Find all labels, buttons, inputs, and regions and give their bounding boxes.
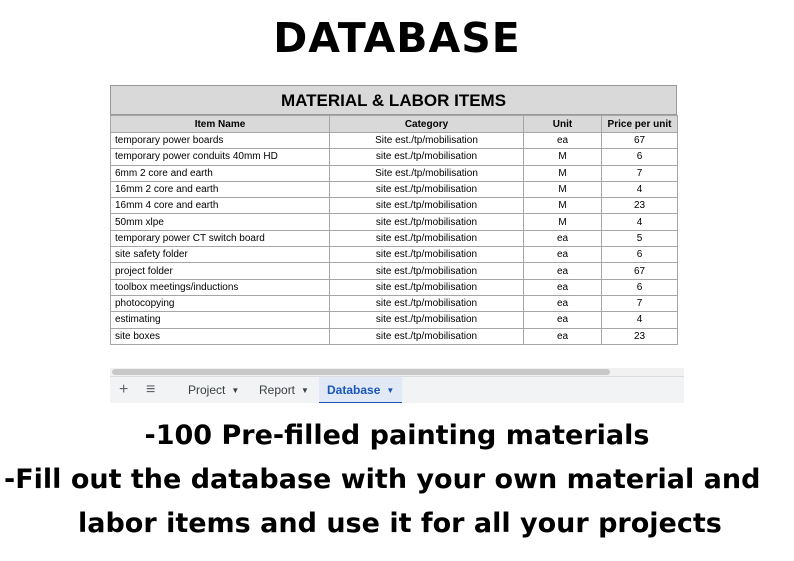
- table-row: [111, 230, 678, 246]
- column-header-category[interactable]: Category: [330, 116, 524, 133]
- category-cell[interactable]: site est./tp/mobilisation: [330, 279, 524, 295]
- table-row: [111, 198, 678, 214]
- item-name-cell[interactable]: site boxes: [111, 328, 330, 344]
- price-cell[interactable]: 23: [602, 328, 678, 344]
- horizontal-scrollbar[interactable]: [110, 368, 684, 376]
- item-name-cell[interactable]: 50mm xlpe: [111, 214, 330, 230]
- unit-cell[interactable]: M: [524, 165, 602, 181]
- price-cell[interactable]: 6: [602, 149, 678, 165]
- category-cell[interactable]: site est./tp/mobilisation: [330, 247, 524, 263]
- column-header-price[interactable]: Price per unit: [602, 116, 678, 133]
- item-name-cell[interactable]: estimating: [111, 312, 330, 328]
- price-cell[interactable]: 4: [602, 312, 678, 328]
- category-cell[interactable]: site est./tp/mobilisation: [330, 328, 524, 344]
- add-sheet-icon[interactable]: +: [119, 381, 129, 398]
- category-cell[interactable]: site est./tp/mobilisation: [330, 312, 524, 328]
- price-cell[interactable]: 6: [602, 279, 678, 295]
- item-name-cell[interactable]: project folder: [111, 263, 330, 279]
- price-cell[interactable]: 4: [602, 214, 678, 230]
- column-header-item-name[interactable]: Item Name: [111, 116, 330, 133]
- table-row: [111, 149, 678, 165]
- tab-database-label: Database: [327, 383, 381, 397]
- category-cell[interactable]: site est./tp/mobilisation: [330, 149, 524, 165]
- price-cell[interactable]: 6: [602, 247, 678, 263]
- price-cell[interactable]: 7: [602, 295, 678, 311]
- price-cell[interactable]: 67: [602, 263, 678, 279]
- all-sheets-menu-icon[interactable]: ≡: [146, 381, 156, 398]
- unit-cell[interactable]: ea: [524, 312, 602, 328]
- unit-cell[interactable]: M: [524, 181, 602, 197]
- table-row: [111, 165, 678, 181]
- table-row: [111, 133, 678, 149]
- category-cell[interactable]: site est./tp/mobilisation: [330, 181, 524, 197]
- category-cell[interactable]: site est./tp/mobilisation: [330, 295, 524, 311]
- chevron-down-icon: ▼: [386, 386, 395, 396]
- item-name-cell[interactable]: toolbox meetings/inductions: [111, 279, 330, 295]
- price-cell[interactable]: 7: [602, 165, 678, 181]
- category-cell[interactable]: site est./tp/mobilisation: [330, 263, 524, 279]
- category-cell[interactable]: site est./tp/mobilisation: [330, 198, 524, 214]
- scrollbar-thumb[interactable]: [112, 369, 610, 375]
- sheet-title: MATERIAL & LABOR ITEMS: [110, 85, 677, 115]
- item-name-cell[interactable]: temporary power conduits 40mm HD: [111, 149, 330, 165]
- price-cell[interactable]: 4: [602, 181, 678, 197]
- table-row: [111, 279, 678, 295]
- unit-cell[interactable]: ea: [524, 247, 602, 263]
- category-cell[interactable]: Site est./tp/mobilisation: [330, 165, 524, 181]
- unit-cell[interactable]: ea: [524, 295, 602, 311]
- tab-database[interactable]: [319, 377, 402, 403]
- spreadsheet: [110, 85, 684, 403]
- price-cell[interactable]: 23: [602, 198, 678, 214]
- unit-cell[interactable]: ea: [524, 279, 602, 295]
- table-row: [111, 295, 678, 311]
- chevron-down-icon: ▼: [231, 386, 240, 396]
- item-name-cell[interactable]: 6mm 2 core and earth: [111, 165, 330, 181]
- item-name-cell[interactable]: temporary power boards: [111, 133, 330, 149]
- caption-line-3: labor items and use it for all your projects: [78, 508, 722, 539]
- unit-cell[interactable]: M: [524, 214, 602, 230]
- unit-cell[interactable]: ea: [524, 133, 602, 149]
- sheet-tab-bar: [110, 376, 684, 403]
- unit-cell[interactable]: ea: [524, 263, 602, 279]
- table-row: [111, 214, 678, 230]
- header-row: [111, 116, 678, 133]
- unit-cell[interactable]: ea: [524, 230, 602, 246]
- category-cell[interactable]: Site est./tp/mobilisation: [330, 133, 524, 149]
- price-cell[interactable]: 5: [602, 230, 678, 246]
- item-name-cell[interactable]: 16mm 2 core and earth: [111, 181, 330, 197]
- unit-cell[interactable]: ea: [524, 328, 602, 344]
- caption-line-2: -Fill out the database with your own material and: [4, 464, 761, 495]
- headline: DATABASE: [273, 14, 521, 62]
- chevron-down-icon: ▼: [301, 386, 309, 396]
- category-cell[interactable]: site est./tp/mobilisation: [330, 214, 524, 230]
- table-row: [111, 263, 678, 279]
- item-name-cell[interactable]: temporary power CT switch board: [111, 230, 330, 246]
- table-row: [111, 181, 678, 197]
- unit-cell[interactable]: M: [524, 198, 602, 214]
- tab-project-label: Project: [188, 383, 226, 397]
- item-name-cell[interactable]: photocopying: [111, 295, 330, 311]
- table-row: [111, 247, 678, 263]
- category-cell[interactable]: site est./tp/mobilisation: [330, 230, 524, 246]
- item-name-cell[interactable]: 16mm 4 core and earth: [111, 198, 330, 214]
- item-name-cell[interactable]: site safety folder: [111, 247, 330, 263]
- tab-report-label: Report: [259, 383, 296, 397]
- partially-visible-row: [110, 361, 677, 367]
- items-table: [110, 115, 678, 345]
- unit-cell[interactable]: M: [524, 149, 602, 165]
- table-row: [111, 312, 678, 328]
- tab-project[interactable]: [180, 377, 247, 403]
- caption-line-1: -100 Pre-filled painting materials: [144, 420, 650, 451]
- tab-report[interactable]: [251, 377, 317, 403]
- table-row: [111, 328, 678, 344]
- price-cell[interactable]: 67: [602, 133, 678, 149]
- column-header-unit[interactable]: Unit: [524, 116, 602, 133]
